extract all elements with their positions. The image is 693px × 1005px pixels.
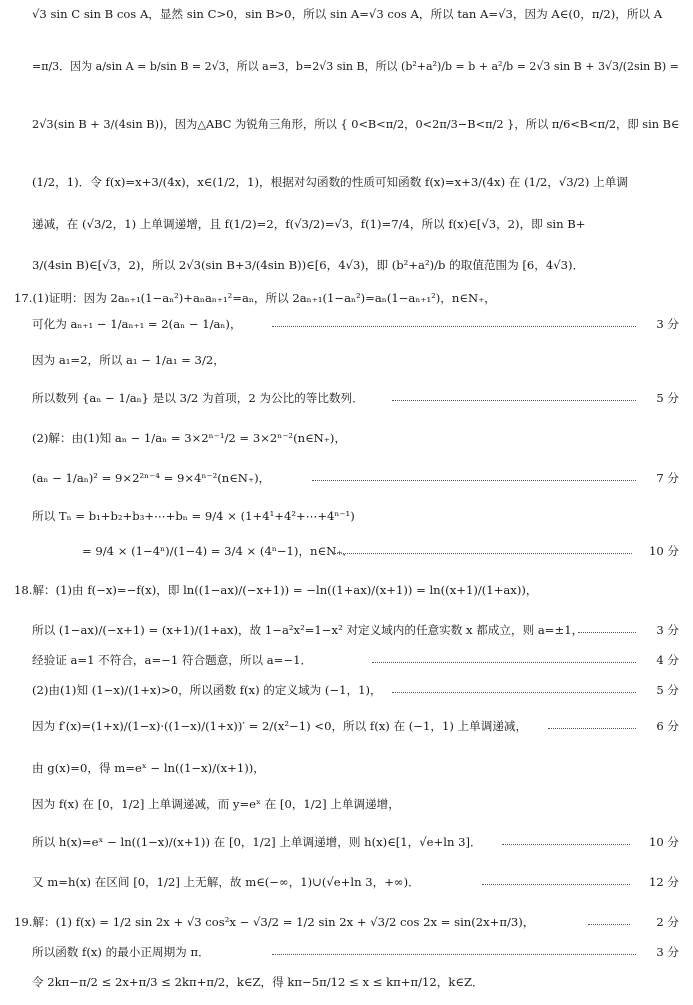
dot-leader [548,728,636,729]
text-line [0,972,693,992]
dot-leader [392,400,636,401]
line-text: (1/2，1)．令 f(x)=x+3/(4x)，x∈(1/2，1)，根据对勾函数的性质可知函数 f(x)=x+3/(4x) 在 (1/2，√3/2) 上单调 [32,175,628,189]
line-text: 递减，在 (√3/2，1) 上单调递增，且 f(1/2)=2，f(√3/2)=√3，f(1)=7/4，所以 f(x)∈[√3，2)，即 sin B+ [32,217,586,231]
score-label: 4 分 [656,653,679,667]
dot-leader [312,480,636,481]
score-label: 10 分 [648,835,679,849]
text-line [0,650,693,670]
line-text: 所以 (1−ax)/(−x+1) = (x+1)/(1+ax)，故 1−a²x²=1−x² 对定义域内的任意实数 x 都成立，则 a=±1， [32,623,584,637]
text-line [0,350,693,370]
text-line [0,288,693,308]
text-line [0,388,693,408]
score-label: 5 分 [656,683,679,697]
text-line [0,468,693,488]
text-line [0,255,693,275]
line-text: 经验证 a=1 不符合，a=−1 符合题意，所以 a=−1． [32,653,313,667]
text-line [0,56,693,76]
line-text: 又 m=h(x) 在区间 [0，1/2] 上无解，故 m∈(−∞，1)∪(√e+ln 3，+∞)． [32,875,420,889]
line-text: 由 g(x)=0，得 m=eˣ − ln((1−x)/(x+1))， [32,761,265,775]
line-text: 因为 f′(x)=(1+x)/(1−x)·((1−x)/(1+x))′ = 2/(x²−1) <0，所以 f(x) 在 (−1，1) 上单调递减， [32,719,528,733]
score-label: 2 分 [656,915,679,929]
text-line [0,620,693,640]
text-line [0,758,693,778]
dot-leader [578,632,636,633]
line-text: 所以函数 f(x) 的最小正周期为 π． [32,945,210,959]
line-text: (aₙ − 1/aₙ)² = 9×2²ⁿ⁻⁴ = 9×4ⁿ⁻²(n∈N₊)， [32,471,271,485]
score-label: 3 分 [656,317,679,331]
dot-leader [588,924,630,925]
score-label: 7 分 [656,471,679,485]
score-label: 3 分 [656,623,679,637]
line-text: (2)解：由(1)知 aₙ − 1/aₙ = 3×2ⁿ⁻¹/2 = 3×2ⁿ⁻²(n∈N₊)， [32,431,347,445]
text-line [0,214,693,234]
text-line [0,172,693,192]
score-label: 5 分 [656,391,679,405]
line-text: 因为 a₁=2，所以 a₁ − 1/a₁ = 3/2， [32,353,225,367]
line-text: 17.(1)证明：因为 2aₙ₊₁(1−aₙ²)+aₙaₙ₊₁²=aₙ，所以 2aₙ₊₁(1−aₙ²)=aₙ(1−aₙ₊₁²)，n∈N₊， [14,291,496,305]
line-text: 所以 Tₙ = b₁+b₂+b₃+⋯+bₙ = 9/4 × (1+4¹+4²+⋯+4ⁿ⁻¹) [32,509,355,523]
text-line [0,794,693,814]
text-line [0,942,693,962]
text-line [0,428,693,448]
line-text: = 9/4 × (1−4ⁿ)/(1−4) = 3/4 × (4ⁿ−1)，n∈N₊． [82,544,354,558]
text-line [0,680,693,700]
text-line [0,506,693,526]
line-text: (2)由(1)知 (1−x)/(1+x)>0，所以函数 f(x) 的定义域为 (−1，1)， [32,683,382,697]
line-text: 可化为 aₙ₊₁ − 1/aₙ₊₁ = 2(aₙ − 1/aₙ)， [32,317,242,331]
text-line [0,4,693,24]
dot-leader [332,553,632,554]
line-text: =π/3．因为 a/sin A = b/sin B = 2√3，所以 a=3，b=2√3 sin B，所以 (b²+a²)/b = b + a²/b = 2√3 sin B + 3√3/(2sin B) = [32,59,679,73]
dot-leader [372,662,636,663]
line-text: √3 sin C sin B cos A，显然 sin C>0，sin B>0，所以 sin A=√3 cos A，所以 tan A=√3，因为 A∈(0，π/2)，所以 A [32,7,663,21]
line-text: 2√3(sin B + 3/(4sin B))，因为△ABC 为锐角三角形，所以 { 0<B<π/2，0<2π/3−B<π/2 }，所以 π/6<B<π/2，即 sin B∈ [32,117,680,131]
dot-leader [272,954,636,955]
score-label: 3 分 [656,945,679,959]
score-label: 6 分 [656,719,679,733]
text-line [0,832,693,852]
dot-leader [392,692,636,693]
line-text: 因为 f(x) 在 [0，1/2] 上单调递减，而 y=eˣ 在 [0，1/2] 上单调递增， [32,797,400,811]
text-line [0,541,693,561]
text-line [0,314,693,334]
text-line [0,912,693,932]
line-text: 3/(4sin B)∈[√3，2)，所以 2√3(sin B+3/(4sin B))∈[6，4√3)，即 (b²+a²)/b 的取值范围为 [6，4√3)． [32,258,585,272]
score-label: 12 分 [648,875,679,889]
text-line [0,716,693,736]
line-text: 所以数列 {aₙ − 1/aₙ} 是以 3/2 为首项，2 为公比的等比数列． [32,391,364,405]
score-label: 10 分 [648,544,679,558]
text-line [0,580,693,600]
line-text: 令 2kπ−π/2 ≤ 2x+π/3 ≤ 2kπ+π/2，k∈Z，得 kπ−5π/12 ≤ x ≤ kπ+π/12，k∈Z． [32,975,484,989]
line-text: 所以 h(x)=eˣ − ln((1−x)/(x+1)) 在 [0，1/2] 上单调递增，则 h(x)∈[1，√e+ln 3]． [32,835,482,849]
dot-leader [482,884,630,885]
text-line [0,114,693,134]
dot-leader [502,844,630,845]
line-text: 18.解：(1)由 f(−x)=−f(x)，即 ln((1−ax)/(−x+1)) = −ln((1+ax)/(x+1)) = ln((x+1)/(1+ax))， [14,583,538,597]
text-line [0,872,693,892]
line-text: 19.解：(1) f(x) = 1/2 sin 2x + √3 cos²x − √3/2 = 1/2 sin 2x + √3/2 cos 2x = sin(2x+π/3)， [14,915,535,929]
dot-leader [272,326,636,327]
